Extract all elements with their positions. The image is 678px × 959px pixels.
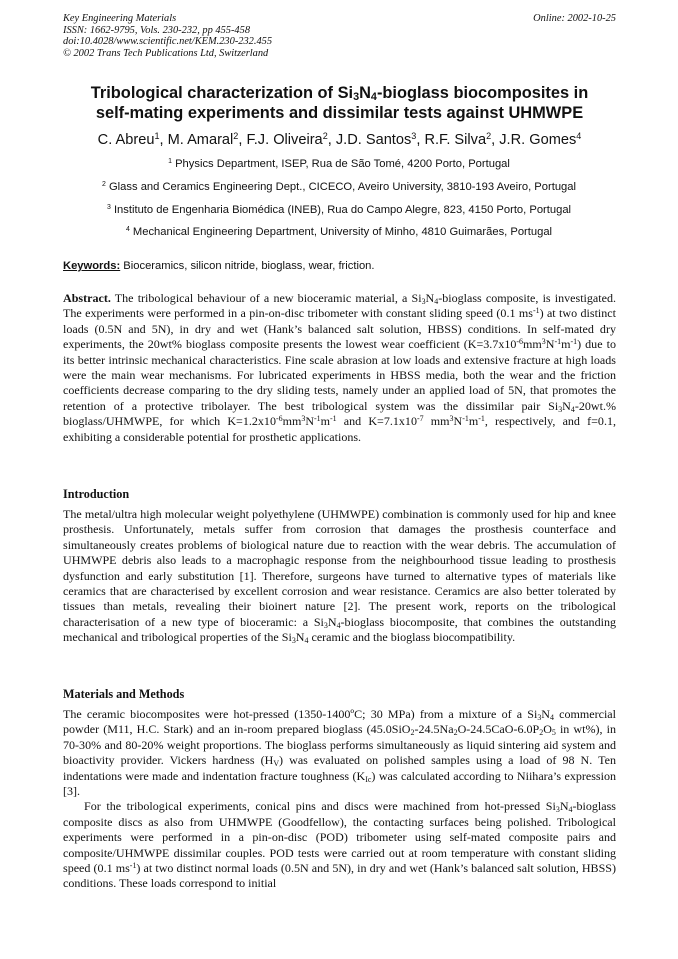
doi-line: doi:10.4028/www.scientific.net/KEM.230-232.455 [63,36,273,47]
methods-paragraph-2: For the tribological experiments, conical pins and discs were machined from hot-pressed $Si_3N_4$-bioglass composite discs as also from UHMWPE (Goodfellow), the contacting surfaces being polished. Tribological experiments were performed in a pin-on-disc (POD) tribometer using self-mated composite pairs and composite/UHMWPE dissimilar couples. POD tests were carried out at room temperature with constant sliding speed (0.1 $ms^{-1}$) at two distinct normal loads (0.5N and 5N), in dry and wet (Hank’s balanced salt solution, HBSS) conditions. These loads correspond to initial [63,799,616,891]
methods-heading: Materials and Methods [63,687,185,701]
keywords-label: Keywords: [63,260,121,272]
paper-title [63,84,616,123]
affiliation-4: $^4$ Mechanical Engineering Department, University of Minho, 4810 Guimarães, Portugal [125,226,553,238]
author-list: C. Abreu$^1$, M. Amaral$^2$, F.J. Oliveira$^2$, J.D. Santos$^3$, R.F. Silva$^2$, J.R. Gomes$^4$ [97,131,582,148]
author: C. Abreu$^1$ [97,131,160,148]
online-date: Online: 2002-10-25 [533,13,616,24]
issn-line: ISSN: 1662-9795, Vols. 230-232, pp 455-458 [63,24,251,36]
author: J.R. Gomes$^4$ [499,131,582,148]
introduction-heading: Introduction [63,487,130,501]
copyright-line: © 2002 Trans Tech Publications Ltd, Switzerland [63,47,269,59]
abstract [63,291,616,445]
affiliation-1: $^1$ Physics Department, ISEP, Rua de São Tomé, 4200 Porto, Portugal [168,158,510,170]
abstract-label: Abstract. [63,291,111,305]
author: M. Amaral$^2$ [167,131,239,148]
introduction-text: The metal/ultra high molecular weight polyethylene (UHMWPE) combination is commonly used for hip and knee prosthesis. Unfortunately, metals suffer from corrosion that damages the prosthesis counterface and simultaneously creates problems of biological nature due to reaction with the wear debris. The accumulation of UHMWPE debris also leads to a macrophagic response from the neighbourhood tissue leading to prosthesis dysfunction and early substitution [1]. Therefore, surgeons have turned to alternative types of materials like ceramics that are characterised by excellent corrosion and wear resistance. Ceramics are also better tolerated by tissues than metals, revealing their bioinert nature [2]. The present work, reports on the tribological characterisation of a new type of bioceramic: a $Si_3N_4$-bioglass biocomposite, that combines the outstanding mechanical and tribological properties of the $Si_3N_4$ ceramic and the bioglass biocompatibility. [63,507,616,646]
title-line-2: self-mating experiments and dissimilar tests against UHMWPE [95,103,584,122]
author: R.F. Silva$^2$ [424,131,492,148]
title-line-1: Tribological characterization of $Si_3N_4$-bioglass biocomposites in [90,84,589,104]
keywords-text: Bioceramics, silicon nitride, bioglass, wear, friction. [120,260,375,272]
journal-header [63,13,616,59]
affiliation-2: $^2$ Glass and Ceramics Engineering Dept., CICECO, Aveiro University, 3810-193 Aveiro, Portugal [102,181,576,193]
journal-name: Key Engineering Materials [63,13,177,24]
affiliation-3: $^3$ Instituto de Engenharia Biomédica (INEB), Rua do Campo Alegre, 823, 4150 Porto, Portugal [106,204,572,216]
keywords [63,259,616,273]
methods-text [63,707,616,892]
author: F.J. Oliveira$^2$ [246,131,328,148]
methods-paragraph-1: The ceramic biocomposites were hot-pressed (1350-1400ºC; 30 MPa) from a mixture of a $Si_3N_4$ commercial powder (M11, H.C. Stark) and an in-room prepared bioglass ($45.0SiO_2-24.5Na_2O-24.5CaO-6.0P_2O_5$ in wt%), in 70-30% and 80-20% weight proportions. The bioglass performs simultaneously as liquid sintering aid system and bioactivity provider. Vickers hardness $(H_V)$ was evaluated on polished samples using a load of 98 N. Ten indentations were made and indentation fracture toughness $(K_{Ic})$ was calculated according to Niihara’s expression [3]. [63,707,617,799]
abstract-text: The tribological behaviour of a new bioceramic material, a $Si_3N_4$-bioglass composite, is investigated. The experiments were performed in a pin-on-disc tribometer with constant sliding speed (0.1 $ms^{-1}$) at two distinct loads (0.5N and 5N), in dry and wet (Hank’s balanced salt solution, HBSS) conditions. In self-mated dry experiments, the 20wt% bioglass composite presents the lowest wear coefficient $(K=3.7x10^{-6}mm^3N^{-1}m^{-1})$ due to its better intrinsic mechanical characteristics. Fine scale abrasion at low loads and extensive fracture at high loads were the main wear mechanisms. For lubricated experiments in HBSS media, both the wear and the friction coefficients decrease comparing to the dry sliding tests, namely under an applied load of 5N, that promotes the retention of a protective tribolayer. The best tribological system was the dissimilar pair $Si_3N_4-20wt.\%$ bioglass/UHMWPE, for which $K=1.2x10^{-6}mm^3N^{-1}m^{-1}$ and $K=7.1x10^{-7}$ $mm^3N^{-1}m^{-1}$, respectively, and f=0.1, exhibiting a considerable potential for prosthetic applications. [63,291,616,444]
author: J.D. Santos$^3$ [335,131,417,148]
